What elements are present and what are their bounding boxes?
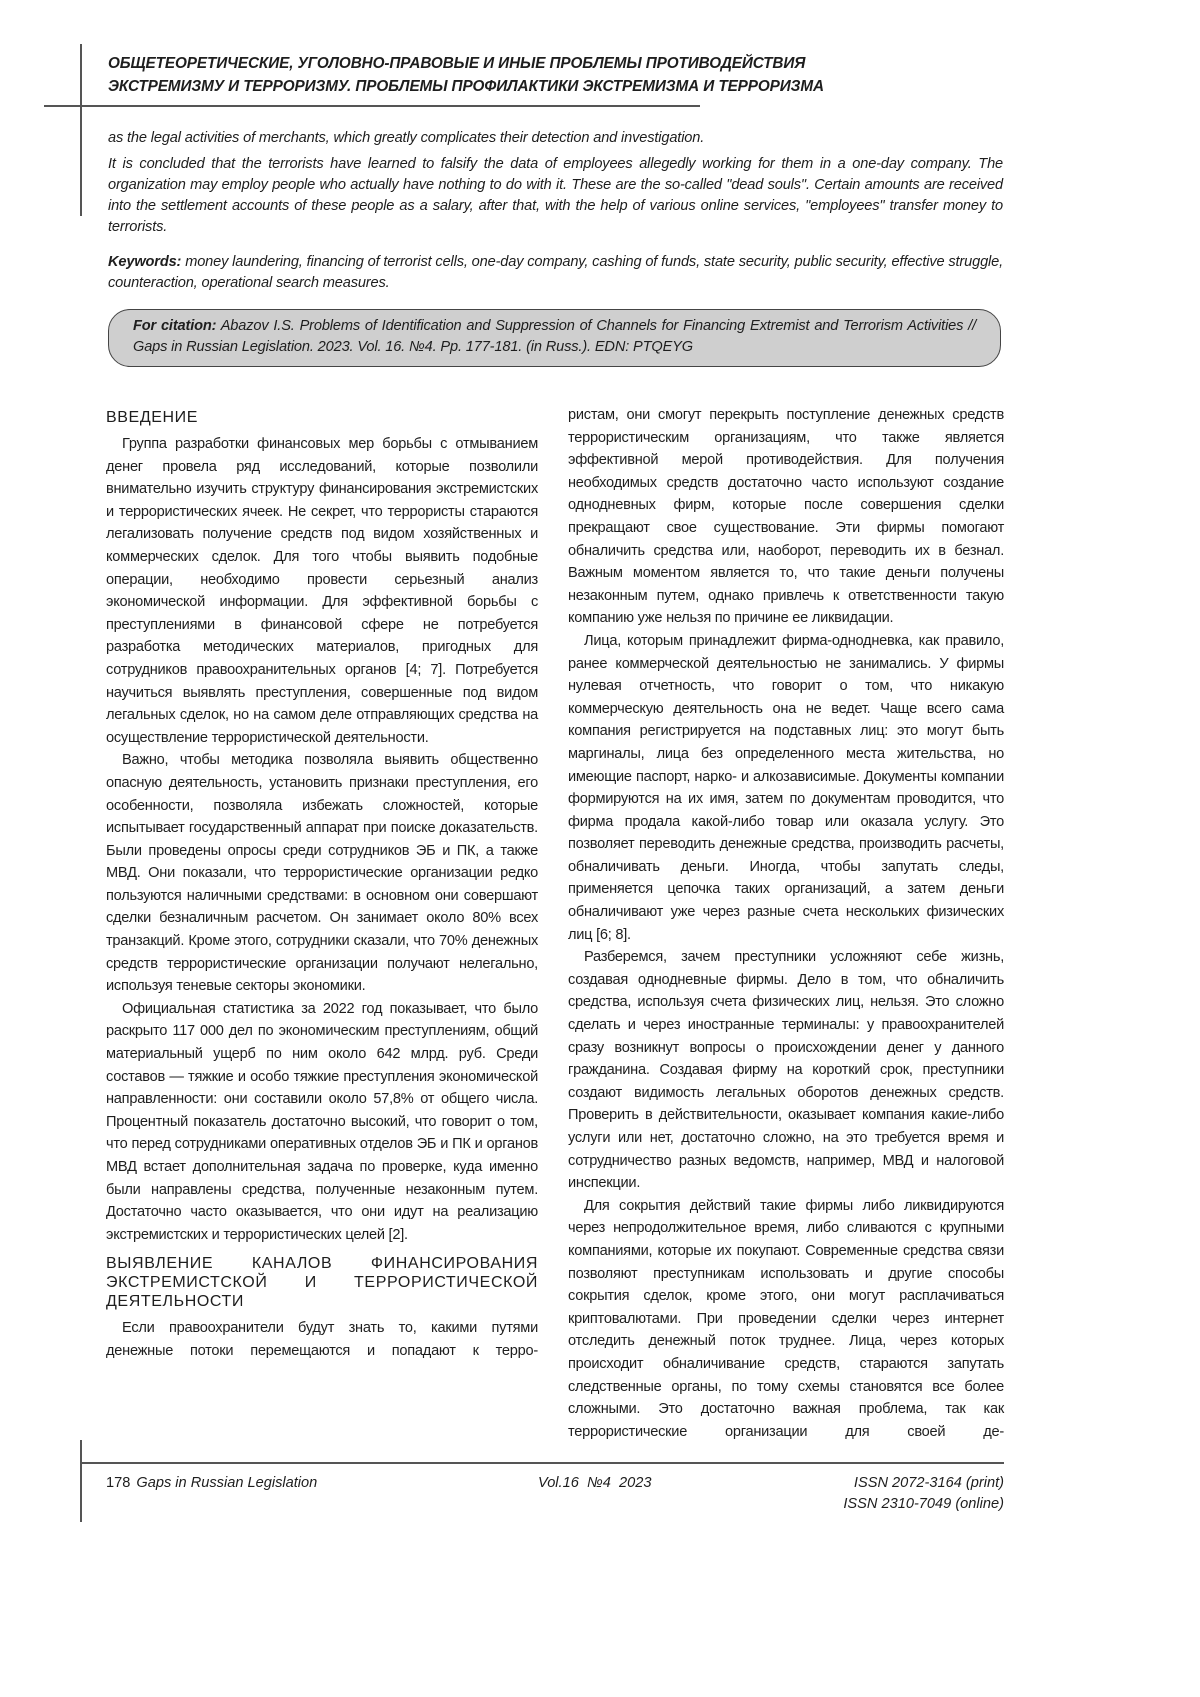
citation-text: Abazov I.S. Problems of Identification and Suppression of Channels for Financing Extremist and Terrorism Activities // Gaps in Russian Legislation. 2023. Vol. 16. №4. Pp. 177-181. (in Russ.). EDN: PTQEYG <box>133 318 976 355</box>
section-heading-introduction: ВВЕДЕНИЕ <box>106 408 538 427</box>
body-paragraph: ристам, они смогут перекрыть поступление денежных средств террористическим организациям, что также является эффективной мерой противодействия. Для получения необходимых средств достаточно часто используют создание однодневных фирм, которые после совершения сделки прекращают свое существование. Эти фирмы помогают обналичить средства или, наоборот, переводить их в безнал. Важным моментом является то, что такие деньги получены незаконным путем, однако привлечь к ответственности такую компанию уже нельзя по причине ее ликвидации. <box>568 404 1004 630</box>
volume-issue: Vol.16 №4 2023 <box>538 1473 651 1494</box>
body-paragraph: Разберемся, зачем преступники усложняют себе жизнь, создавая однодневные фирмы. Дело в том, что обналичить средства, используя счета физических лиц, нельзя. Это сложно сделать и через иностранные терминалы: у правоохранителей сразу возникнут вопросы о происхождении денег у данного гражданина. Создавая фирму на короткий срок, преступники создают видимость легальных оборотов денежных средств. Проверить в действительности, оказывает компания какие-либо услуги или нет, достаточно сложно, на это требуется время и сотрудничество разных ведомств, например, МВД и налоговой инспекции. <box>568 946 1004 1195</box>
abstract-paragraph: It is concluded that the terrorists have learned to falsify the data of employees allegedly working for them in a one-day company. The organization may employ people who actually have nothing to do with it. These are the so-called "dead souls". Certain amounts are received into the settlement accounts of these people as a salary, after that, with the help of various online services, "employees" transfer money to terrorists. <box>108 154 1003 238</box>
journal-name: Gaps in Russian Legislation <box>136 1475 317 1491</box>
header-horizontal-rule <box>44 105 700 107</box>
header-vertical-rule <box>80 44 82 216</box>
page-number: 178 <box>106 1475 130 1491</box>
body-paragraph: Если правоохранители будут знать то, какими путями денежные потоки перемещаются и попадают к терро- <box>106 1317 538 1362</box>
citation-box <box>108 309 1001 367</box>
keywords-text: money laundering, financing of terrorist cells, one-day company, cashing of funds, state security, public security, effective struggle, counteraction, operational search measures. <box>108 254 1003 291</box>
right-column <box>568 404 1004 1443</box>
issn-print: ISSN 2072-3164 (print) <box>843 1473 1004 1494</box>
abstract <box>108 128 1003 299</box>
citation-label: For citation: <box>133 318 216 334</box>
body-paragraph: Для сокрытия действий такие фирмы либо ликвидируются через непродолжительное время, либо сливаются с крупными компаниями, которые их покупают. Современные средства связи позволяют преступникам использовать и другие способы сокрытия сделок, кроме этого, они могут расплачиваться криптовалютами. При проведении сделки через интернет отследить денежный поток труднее. Лица, через которых происходит обналичивание средств, стараются запутать следственные органы, по тому схемы становятся все более сложными. Это достаточно важная проблема, так как террористические организации для своей де- <box>568 1195 1004 1444</box>
section-header <box>108 52 1008 98</box>
footer-horizontal-rule <box>80 1462 1004 1464</box>
issn-online: ISSN 2310-7049 (online) <box>843 1494 1004 1515</box>
body-paragraph: Важно, чтобы методика позволяла выявить общественно опасную деятельность, установить признаки преступления, его особенности, позволяла избежать сложностей, которые испытывает государственный аппарат при поиске доказательств. Были проведены опросы среди сотрудников ЭБ и ПК, а также МВД. Они показали, что террористические организации редко пользуются наличными средствами: в основном они совершают сделки безналичным расчетом. Он занимает около 80% всех транзакций. Кроме этого, сотрудники сказали, что 70% денежных средств террористические организации получают нелегально, используя теневые секторы экономики. <box>106 749 538 998</box>
section-heading-channels: ВЫЯВЛЕНИЕ КАНАЛОВ ФИНАНСИРОВАНИЯ ЭКСТРЕМИСТСКОЙ И ТЕРРОРИСТИЧЕСКОЙ ДЕЯТЕЛЬНОСТИ <box>106 1254 538 1311</box>
header-line-1: ОБЩЕТЕОРЕТИЧЕСКИЕ, УГОЛОВНО-ПРАВОВЫЕ И ИНЫЕ ПРОБЛЕМЫ ПРОТИВОДЕЙСТВИЯ <box>108 52 1008 75</box>
keywords <box>108 252 1003 294</box>
header-line-2: ЭКСТРЕМИЗМУ И ТЕРРОРИЗМУ. ПРОБЛЕМЫ ПРОФИЛАКТИКИ ЭКСТРЕМИЗМА И ТЕРРОРИЗМА <box>108 75 1008 98</box>
body-paragraph: Лица, которым принадлежит фирма-однодневка, как правило, ранее коммерческой деятельностью не занимались. У фирмы нулевая отчетность, что говорит о том, что никакую коммерческую деятельность она не ведет. Чаще всего сама компания регистрируется на подставных лиц: это могут быть маргиналы, лица без определенного места жительства, но имеющие паспорт, нарко- и алкозависимые. Документы компании формируются на их имя, затем по документам проводится, что фирма продала какой-либо товар или оказала услугу. Это позволяет переводить денежные средства, производить расчеты, обналичивать деньги. Иногда, чтобы запутать следы, применяется цепочка таких организаций, а затем деньги обналичивают уже через разные счета нескольких физических лиц [6; 8]. <box>568 630 1004 946</box>
abstract-paragraph: as the legal activities of merchants, which greatly complicates their detection and investigation. <box>108 128 1003 149</box>
footer-vertical-rule <box>80 1440 82 1522</box>
body-paragraph: Группа разработки финансовых мер борьбы с отмыванием денег провела ряд исследований, которые позволили внимательно изучить структуру финансирования экстремистских и террористических ячеек. Не секрет, что террористы стараются легализовать получение средств под видом хозяйственных и коммерческих сделок. Для того чтобы выявить подобные операции, необходимо провести серьезный анализ экономической информации. Для эффективной борьбы с преступлениями в финансовой сфере не потребуется разработка методических материалов, пригодных для сотрудников правоохранительных органов [4; 7]. Потребуется научиться выявлять преступления, совершенные под видом легальных сделок, но на самом деле отправляющих средства на осуществление террористической деятельности. <box>106 433 538 749</box>
left-column <box>106 404 538 1363</box>
keywords-label: Keywords: <box>108 254 181 270</box>
body-paragraph: Официальная статистика за 2022 год показывает, что было раскрыто 117 000 дел по экономическим преступлениям, общий материальный ущерб по ним около 642 млрд. руб. Среди составов — тяжкие и особо тяжкие преступления экономической направленности: они составили около 57,8% от общего числа. Процентный показатель достаточно высокий, что говорит о том, что перед сотрудниками оперативных отделов ЭБ и ПК и органов МВД встает дополнительная задача по проверке, куда именно были направлены средства, полученные незаконным путем. Достаточно часто оказывается, что они идут на реализацию экстремистских и террористических целей [2]. <box>106 998 538 1247</box>
